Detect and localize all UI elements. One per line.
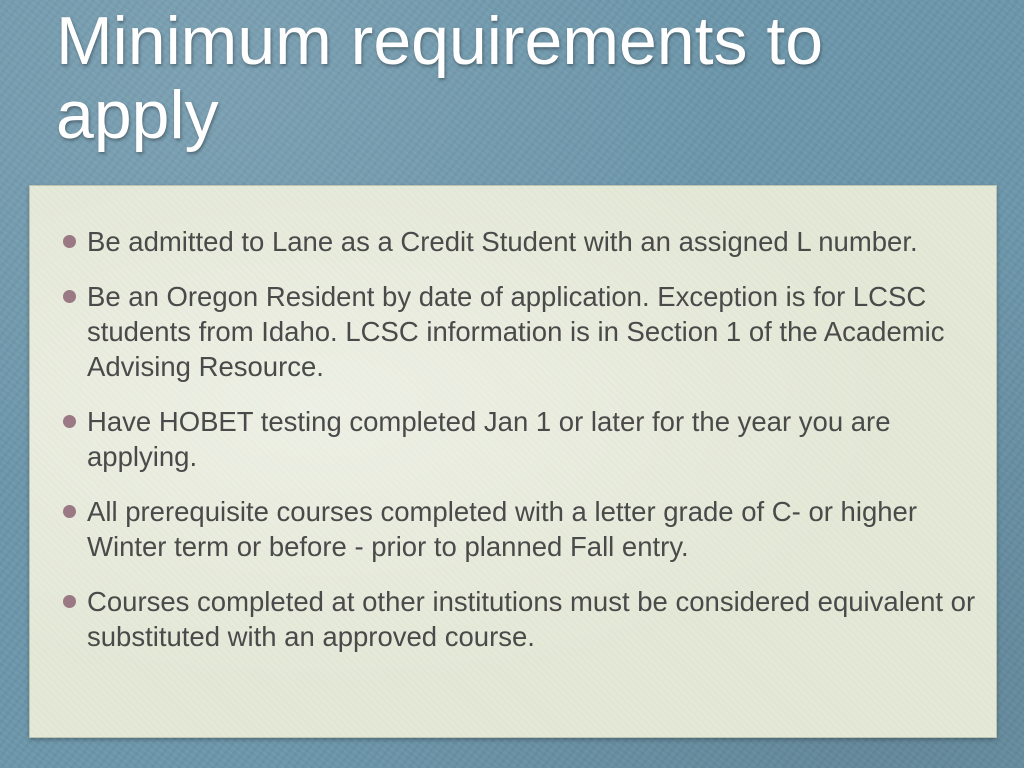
requirement-item-hobet (30, 404, 976, 474)
requirement-item-residency (30, 279, 976, 384)
bullet-dot-icon (63, 505, 76, 518)
bullet-dot-icon (63, 415, 76, 428)
requirement-text: Have HOBET testing completed Jan 1 or later for the year you are applying. (87, 406, 891, 472)
requirement-item-admitted (30, 224, 976, 259)
requirements-list (30, 186, 996, 654)
requirement-item-equivalency (30, 584, 976, 654)
content-panel (29, 185, 997, 738)
requirement-text: Be admitted to Lane as a Credit Student with an assigned L number. (87, 226, 918, 257)
requirement-text: Courses completed at other institutions must be considered equivalent or substituted with an approved course. (87, 586, 976, 652)
bullet-dot-icon (63, 235, 76, 248)
bullet-dot-icon (63, 290, 76, 303)
requirement-text: All prerequisite courses completed with a letter grade of C- or higher Winter term or before - prior to planned Fall entry. (87, 496, 917, 562)
requirement-item-prerequisites (30, 494, 976, 564)
slide-title: Minimum requirements to apply (56, 3, 824, 153)
requirement-text: Be an Oregon Resident by date of application. Exception is for LCSC students from Idaho. LCSC information is in Section 1 of the Academic Advising Resource. (87, 281, 945, 382)
bullet-dot-icon (63, 595, 76, 608)
